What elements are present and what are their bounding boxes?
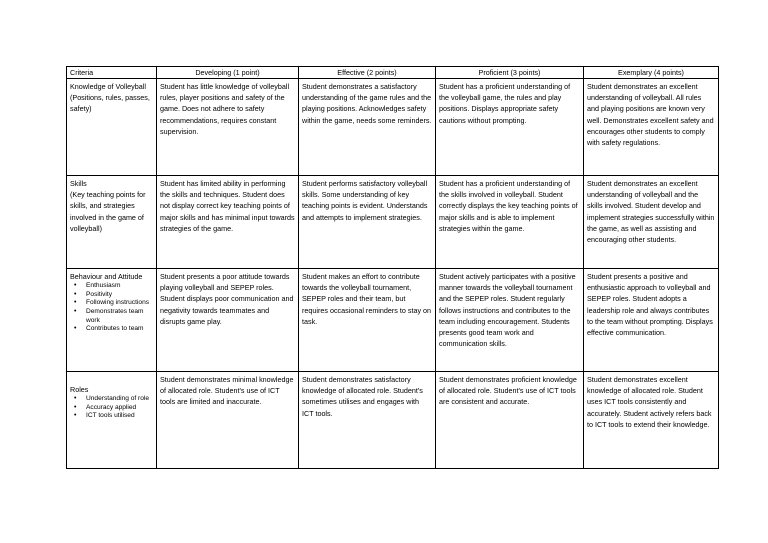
criteria-bullet: • Following instructions <box>86 299 153 308</box>
header-row <box>67 67 719 79</box>
descriptor-proficient: Student has a proficient understanding of the skills involved in volleyball. Student correctly displays the key teaching points of major skills and is able to implement strategies within the game. <box>436 176 584 269</box>
descriptor-proficient: Student demonstrates proficient knowledge of allocated role. Student's use of ICT tools are consistent and accurate. <box>436 372 584 469</box>
criteria-bullet: • Contributes to team <box>86 325 153 334</box>
criteria-bullet: • Demonstrates team work <box>86 308 153 325</box>
header-exemplary: Exemplary (4 points) <box>584 67 719 79</box>
rubric-table <box>66 66 719 469</box>
criteria-title: Behaviour and Attitude <box>70 272 143 281</box>
header-developing: Developing (1 point) <box>157 67 299 79</box>
criteria-bullet: • ICT tools utilised <box>86 412 153 421</box>
descriptor-effective: Student demonstrates satisfactory knowledge of allocated role. Student's sometimes utilises and engages with ICT tools. <box>299 372 436 469</box>
criteria-bullet: • Accuracy applied <box>86 404 153 413</box>
descriptor-developing: Student demonstrates minimal knowledge of allocated role. Student's use of ICT tools are limited and inaccurate. <box>157 372 299 469</box>
criteria-bullet-list <box>70 282 153 334</box>
descriptor-developing: Student presents a poor attitude towards playing volleyball and SEPEP roles. Student displays poor communication and negativity towards teammates and disrupts game play. <box>157 269 299 372</box>
criteria-title: Knowledge of Volleyball <box>70 82 146 91</box>
descriptor-proficient: Student actively participates with a positive manner towards the volleyball tournament and the SEPEP roles. Student regularly follows instructions and contributes to the team including encouragement. Students presents good team work and communication skills. <box>436 269 584 372</box>
criteria-bullet: • Understanding of role <box>86 395 153 404</box>
criteria-bullet-list <box>70 395 153 421</box>
descriptor-effective: Student performs satisfactory volleyball skills. Some understanding of key teaching points is evident. Understands and attempts to implement strategies. <box>299 176 436 269</box>
table-row <box>67 269 719 372</box>
header-proficient: Proficient (3 points) <box>436 67 584 79</box>
table-row <box>67 79 719 176</box>
criteria-cell-behaviour <box>67 269 157 372</box>
criteria-bullet: • Enthusiasm <box>86 282 153 291</box>
criteria-cell-roles <box>67 372 157 469</box>
criteria-title: Skills <box>70 179 87 188</box>
descriptor-effective: Student demonstrates a satisfactory understanding of the game rules and the playing positions. Acknowledges safety within the game, needs some reminders. <box>299 79 436 176</box>
descriptor-proficient: Student has a proficient understanding of the volleyball game, the rules and play positions. Displays appropriate safety cautions without prompting. <box>436 79 584 176</box>
header-criteria: Criteria <box>67 67 157 79</box>
descriptor-exemplary: Student demonstrates excellent knowledge of allocated role. Student uses ICT tools consistently and accurately. Student actively refers back to ICT tools to extend their knowledge. <box>584 372 719 469</box>
table-row <box>67 372 719 469</box>
header-effective: Effective (2 points) <box>299 67 436 79</box>
criteria-subtitle: (Positions, rules, passes, safety) <box>70 93 150 114</box>
spacer <box>70 374 153 384</box>
descriptor-developing: Student has limited ability in performing the skills and techniques. Student does not display correct key teaching points of major skills and has minimal input towards strategies of the game. <box>157 176 299 269</box>
table-row <box>67 176 719 269</box>
descriptor-exemplary: Student demonstrates an excellent understanding of volleyball. All rules and playing positions are known very well. Demonstrates excellent safety and encourages other students to comply with safety regulations. <box>584 79 719 176</box>
criteria-bullet: • Positivity <box>86 291 153 300</box>
criteria-cell-skills <box>67 176 157 269</box>
criteria-title: Roles <box>70 385 89 394</box>
criteria-subtitle: (Key teaching points for skills, and strategies involved in the game of volleyball) <box>70 190 146 233</box>
descriptor-effective: Student makes an effort to contribute towards the volleyball tournament, SEPEP roles and their team, but requires occasional reminders to stay on task. <box>299 269 436 372</box>
criteria-cell-knowledge <box>67 79 157 176</box>
descriptor-developing: Student has little knowledge of volleyball rules, player positions and safety of the game. Does not adhere to safety recommendations, requires constant supervision. <box>157 79 299 176</box>
descriptor-exemplary: Student demonstrates an excellent understanding of volleyball and the skills involved. Student develop and implement strategies successfully within the game, as well as assisting and encouraging other students. <box>584 176 719 269</box>
descriptor-exemplary: Student presents a positive and enthusiastic approach to volleyball and SEPEP roles. Student adopts a leadership role and always contributes to the team without prompting. Displays effective communication. <box>584 269 719 372</box>
